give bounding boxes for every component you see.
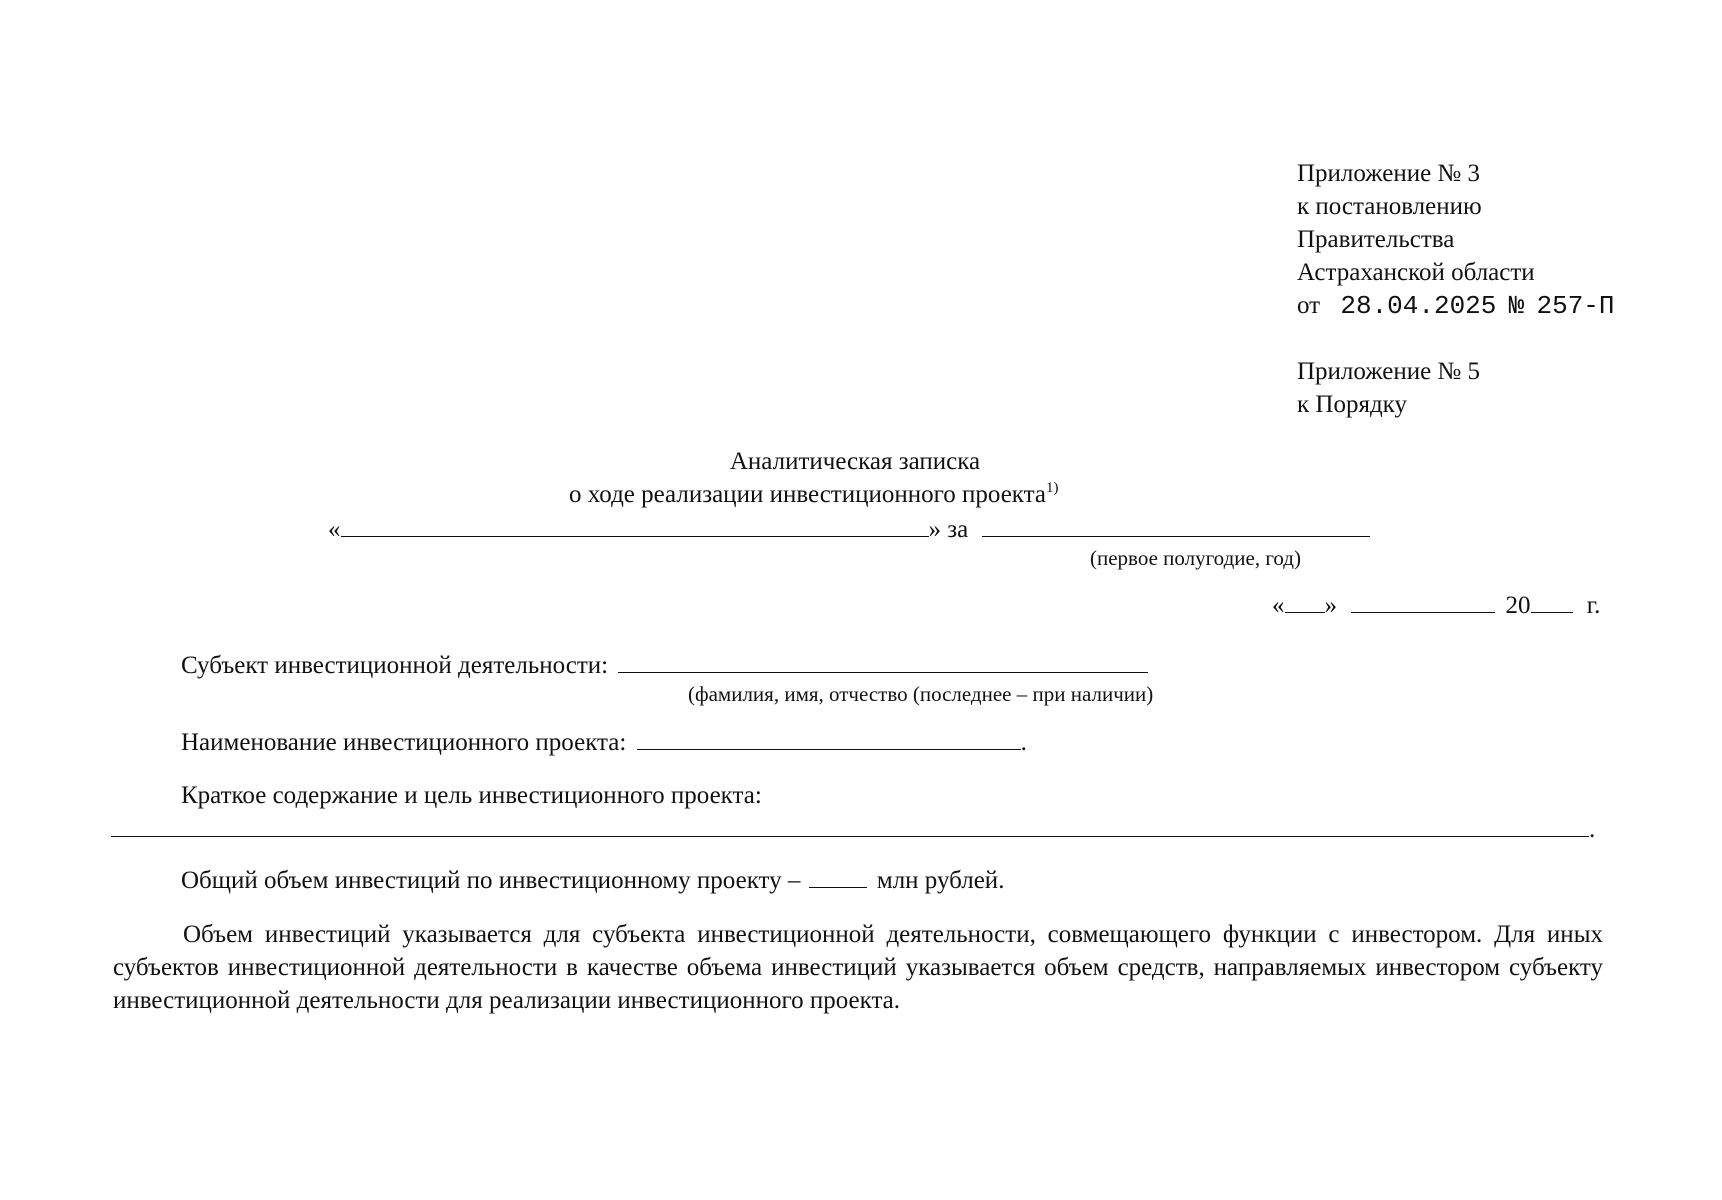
investment-note-text: Объем инвестиций указывается для субъекта инвестиционной деятельности, совмещающего функции с инвестором. Для иных субъектов инвестиционной деятельности в качестве объема инвестиций указывается объем средств, направляемых инвестором субъекту инвестиционной деятельности для реализации инвестиционного проекта.: [113, 921, 1603, 1014]
number-sign: №: [1508, 291, 1525, 321]
total-label: Общий объем инвестиций по инвестиционному проекту –: [181, 867, 801, 894]
summary-blank[interactable]: [111, 814, 1589, 837]
appendix-3-title: Приложение № 3: [1297, 160, 1481, 187]
project-title-blank[interactable]: [341, 514, 929, 537]
appendix-3-to-resolution: к постановлению: [1297, 193, 1482, 220]
date-prefix: от: [1297, 292, 1321, 319]
total-blank[interactable]: [809, 865, 867, 888]
total-unit: млн рублей.: [876, 867, 1005, 894]
period-hint: (первое полугодие, год): [1090, 546, 1301, 570]
date-quote-close: »: [1324, 592, 1337, 619]
quote-close-za: » за: [928, 516, 969, 543]
total-investment-line: [181, 865, 1004, 897]
project-name-label: Наименование инвестиционного проекта:: [181, 729, 627, 756]
year-prefix: 20: [1505, 592, 1531, 619]
resolution-date: 28.04.2025: [1340, 291, 1497, 321]
summary-label: Краткое содержание и цель инвестиционного проекта:: [181, 782, 762, 809]
report-date-line: [1272, 590, 1600, 622]
investment-note: [113, 918, 1603, 1017]
project-name-end: .: [1020, 729, 1027, 756]
document-subtitle-text: о ходе реализации инвестиционного проекта: [569, 481, 1046, 508]
year-suffix: г.: [1586, 592, 1601, 619]
day-blank[interactable]: [1285, 590, 1325, 613]
subject-label: Субъект инвестиционной деятельности:: [181, 652, 609, 679]
subject-blank[interactable]: [618, 650, 1148, 673]
project-name-line: [181, 727, 1027, 759]
document-subtitle: [569, 479, 1058, 511]
appendix-5-to-order: к Порядку: [1297, 391, 1407, 418]
quote-open: «: [328, 516, 341, 543]
month-blank[interactable]: [1351, 590, 1495, 613]
subject-hint: (фамилия, имя, отчество (последнее – при наличии): [688, 682, 1154, 706]
resolution-number: 257-П: [1536, 291, 1615, 321]
project-name-blank[interactable]: [637, 727, 1021, 750]
summary-end: .: [1589, 816, 1596, 843]
year-blank[interactable]: [1531, 590, 1573, 613]
appendix-5-title: Приложение № 5: [1297, 358, 1481, 385]
summary-line: [111, 814, 1595, 846]
document-title: Аналитическая записка: [729, 448, 981, 475]
appendix-3-government: Правительства: [1297, 226, 1455, 253]
period-blank[interactable]: [982, 514, 1370, 537]
footnote-mark: 1): [1045, 480, 1059, 496]
appendix-3-region: Астраханской области: [1297, 259, 1535, 286]
date-quote-open: «: [1272, 592, 1285, 619]
appendix-3-date-line: [1297, 290, 1615, 322]
